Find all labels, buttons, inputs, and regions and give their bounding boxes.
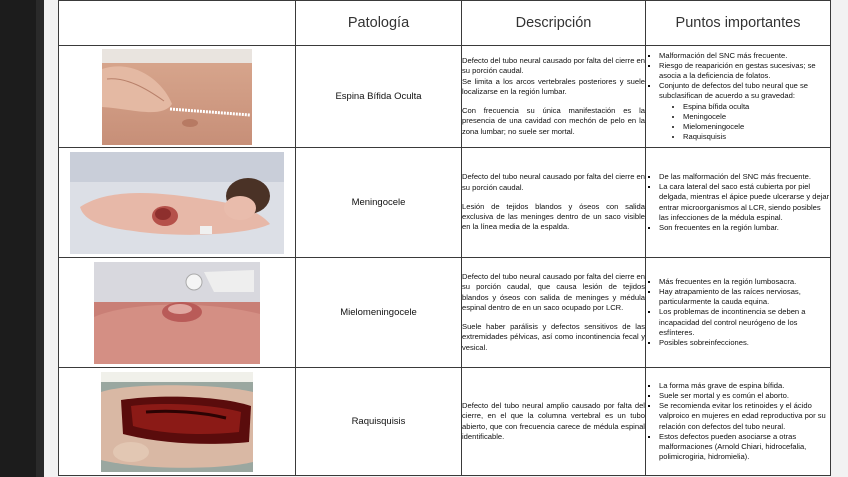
point-item: ▪ De las malformación del SNC más frecuente. bbox=[659, 172, 830, 182]
table-row bbox=[59, 368, 831, 476]
point-item: ▪ Los problemas de incontinencia se deben a incapacidad del control neurógeno de los esfínteres. bbox=[659, 307, 830, 338]
point-item: ▪ Más frecuentes en la región lumbosacra. bbox=[659, 277, 830, 287]
table-row bbox=[59, 46, 831, 148]
header-description: Descripción bbox=[462, 1, 646, 46]
points-list bbox=[646, 381, 830, 463]
subpoints-list bbox=[659, 102, 830, 143]
table-row bbox=[59, 148, 831, 258]
myelomeningocele-photo bbox=[94, 262, 260, 364]
description-text: Defecto del tubo neural causado por falta del cierre en su porción caudal. bbox=[462, 56, 645, 76]
points-cell bbox=[646, 148, 831, 258]
point-text: Conjunto de defectos del tubo neural que se subclasifican de acuerdo a su gravedad: bbox=[659, 81, 809, 101]
table-row bbox=[59, 258, 831, 368]
point-item bbox=[659, 81, 830, 142]
description-cell bbox=[462, 46, 646, 148]
pathology-table bbox=[58, 0, 831, 476]
image-cell bbox=[59, 46, 296, 148]
points-cell bbox=[646, 258, 831, 368]
pathology-name: Mielomeningocele bbox=[296, 258, 462, 368]
points-list bbox=[646, 172, 830, 233]
slide-left-bar-accent bbox=[36, 0, 44, 477]
description-cell bbox=[462, 258, 646, 368]
point-item: ▪ Riesgo de reaparición en gestas sucesivas; se asocia a la deficiencia de folatos. bbox=[659, 61, 830, 81]
spina-bifida-occulta-photo bbox=[102, 49, 252, 145]
points-list bbox=[646, 51, 830, 143]
subpoint-item: • Raquisquisis bbox=[683, 132, 830, 142]
image-cell bbox=[59, 148, 296, 258]
subpoint-item: • Mielomeningocele bbox=[683, 122, 830, 132]
pathology-name: Meningocele bbox=[296, 148, 462, 258]
point-item: ▪ Suele ser mortal y es común el aborto. bbox=[659, 391, 830, 401]
description-text: Defecto del tubo neural amplio causado por falta del cierre, en el que la columna vertebral es un tubo abierto, que con frecuencia carece de médula espinal identificable. bbox=[462, 401, 645, 441]
description-text: Defecto del tubo neural causado por falta del cierre en su porción caudal, que causa lesión de tejidos blandos y óseos con salida de meninges y médula espinal dentro de en un saco ocupado por LCR. bbox=[462, 272, 645, 312]
point-item: ▪ La forma más grave de espina bífida. bbox=[659, 381, 830, 391]
description-text: Suele haber parálisis y defectos sensitivos de las extremidades pélvicas, así como incontinencia fecal y vesical. bbox=[462, 322, 645, 352]
header-points: Puntos importantes bbox=[646, 1, 831, 46]
point-item: ▪ La cara lateral del saco está cubierta por piel delgada, mientras el ápice puede ulcerarse y dejar entrar microorganismos al LCR, siendo posibles las infecciones de la médula espinal. bbox=[659, 182, 830, 223]
description-text: Se limita a los arcos vertebrales posteriores y suele localizarse en la región lumbar. bbox=[462, 76, 645, 96]
table-header-row bbox=[59, 1, 831, 46]
subpoint-item: • Meningocele bbox=[683, 112, 830, 122]
points-list bbox=[646, 277, 830, 348]
pathology-name: Espina Bífida Oculta bbox=[296, 46, 462, 148]
point-item: ▪ Se recomienda evitar los retinoides y el ácido valproico en mujeres en edad reproductiva por su relación con defectos del tubo neural. bbox=[659, 401, 830, 432]
meningocele-photo bbox=[70, 152, 284, 254]
slide-left-bar bbox=[0, 0, 44, 477]
description-cell bbox=[462, 148, 646, 258]
points-cell bbox=[646, 368, 831, 476]
image-cell bbox=[59, 258, 296, 368]
description-text: Con frecuencia su única manifestación es la presencia de una cavidad con mechón de pelo en la zona lumbar; no suele ser mortal. bbox=[462, 106, 645, 136]
subpoint-item: • Espina bífida oculta bbox=[683, 102, 830, 112]
rachischisis-photo bbox=[101, 372, 253, 472]
description-text: Lesión de tejidos blandos y óseos con salida exclusiva de las meninges dentro de un saco visible en la línea media de la espalda. bbox=[462, 201, 645, 232]
header-image-cell bbox=[59, 1, 296, 46]
point-item: ▪ Hay atrapamiento de las raíces nerviosas, particularmente la cauda equina. bbox=[659, 287, 830, 307]
description-text: Defecto del tubo neural causado por falta del cierre en su porción caudal. bbox=[462, 172, 645, 192]
header-pathology: Patología bbox=[296, 1, 462, 46]
points-cell bbox=[646, 46, 831, 148]
point-item: ▪ Estos defectos pueden asociarse a otras malformaciones (Arnold Chiari, hidrocefalia, polimicrogiria, hidromielia). bbox=[659, 432, 830, 463]
description-cell bbox=[462, 368, 646, 476]
point-item: ▪ Posibles sobreinfecciones. bbox=[659, 338, 830, 348]
point-item: ▪ Son frecuentes en la región lumbar. bbox=[659, 223, 830, 233]
pathology-name: Raquisquisis bbox=[296, 368, 462, 476]
point-item: ▪ Malformación del SNC más frecuente. bbox=[659, 51, 830, 61]
image-cell bbox=[59, 368, 296, 476]
